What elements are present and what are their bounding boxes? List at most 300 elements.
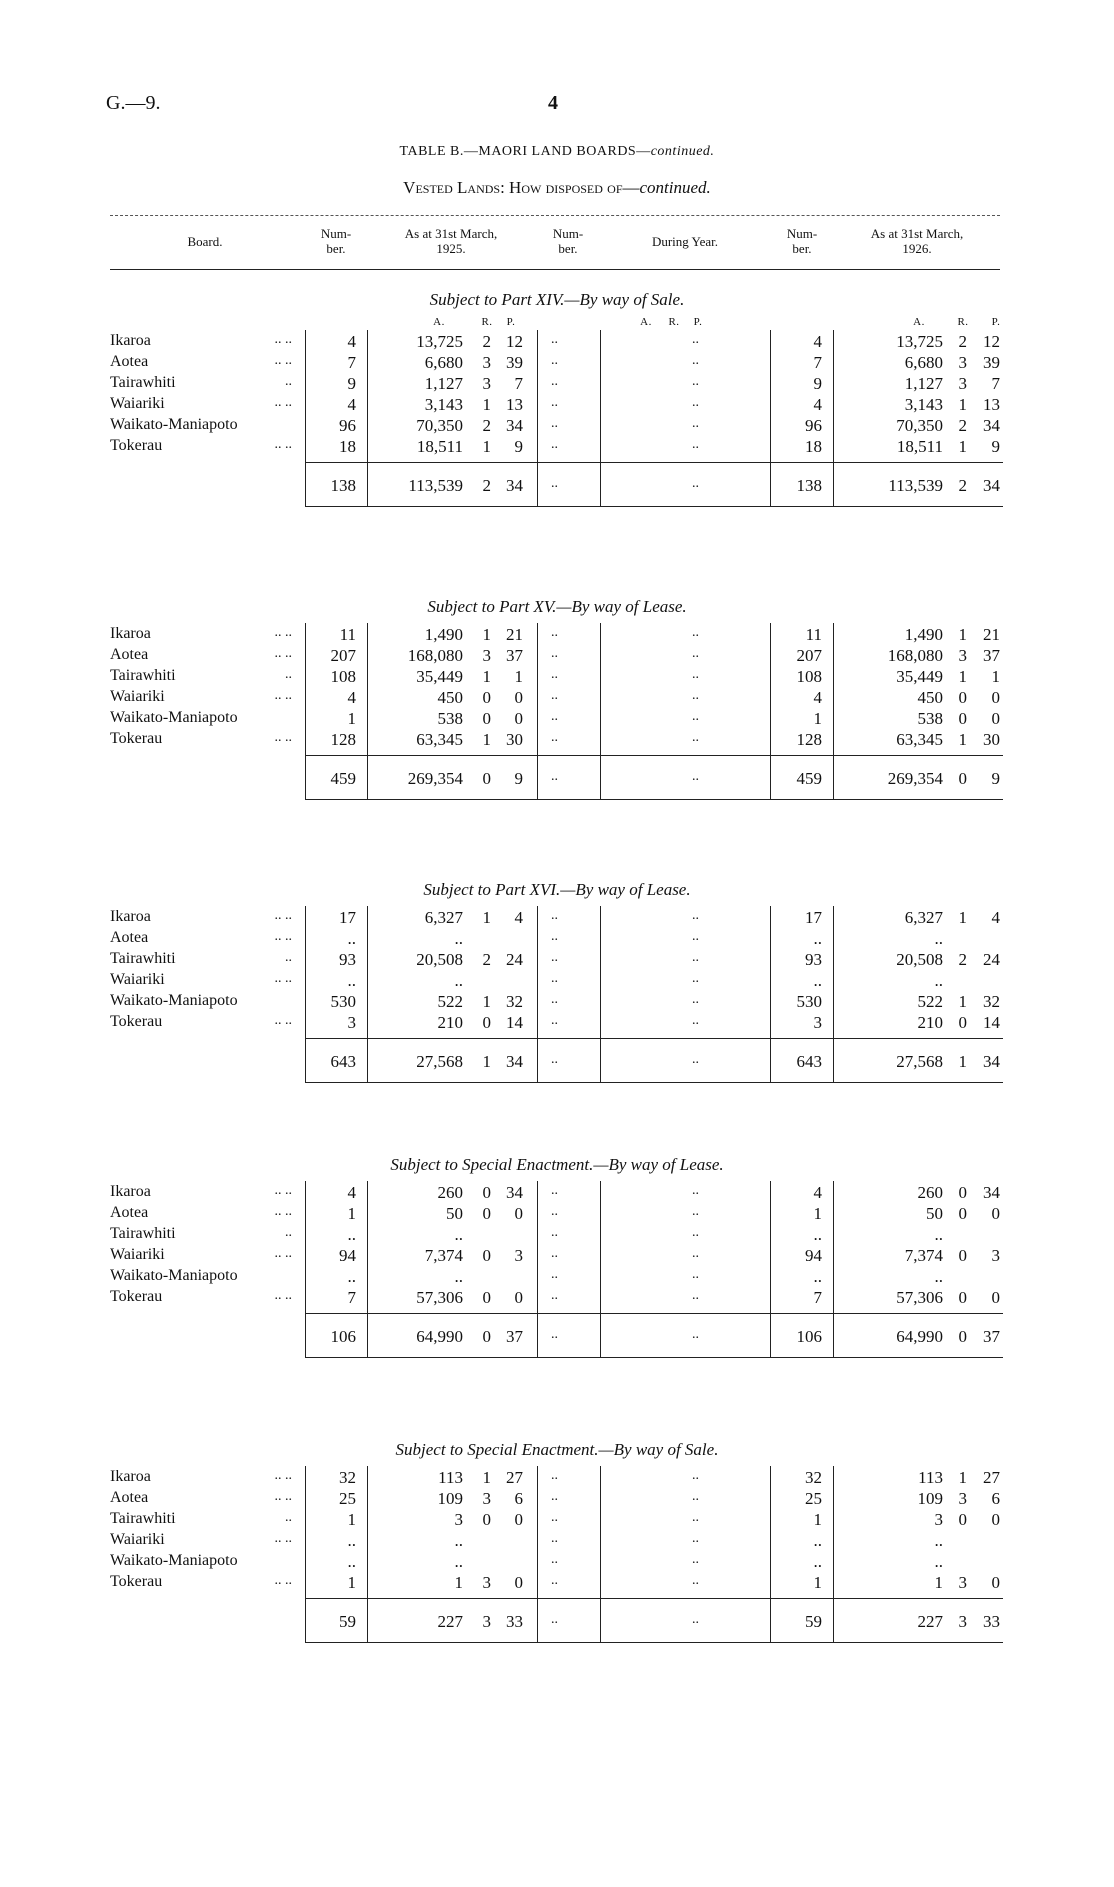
header-bottom-rule	[110, 269, 1000, 270]
roods-1926: 3	[958, 1573, 967, 1592]
roods-1926: 0	[958, 1246, 967, 1265]
board-leader-dots: .. ..	[274, 1531, 292, 1546]
roods-1925: 1	[482, 730, 491, 749]
col-header-as-at-1925: As at 31st March, 1925.	[404, 226, 498, 256]
perches-1926: 34	[983, 416, 1000, 435]
table-subtitle-suffix: continued.	[639, 178, 711, 197]
board-name: Tairawhiti	[110, 374, 176, 391]
during-number-empty: ..	[551, 929, 558, 944]
roods-1926: 1	[958, 667, 967, 686]
board-name: Tairawhiti	[110, 1225, 176, 1242]
total-during-number-empty: ..	[551, 1612, 558, 1627]
acres-1925: 57,306	[416, 1288, 463, 1307]
column-rule	[833, 623, 834, 799]
perches-1926: 14	[983, 1013, 1000, 1032]
col-header-board: Board.	[187, 234, 223, 249]
perches-1925: 13	[506, 395, 523, 414]
number-1925: 1	[347, 1573, 356, 1592]
unit-label: R.	[481, 316, 493, 328]
acres-1925: ..	[454, 1552, 463, 1571]
during-number-empty: ..	[551, 950, 558, 965]
perches-1925: 27	[506, 1468, 523, 1487]
board-name: Waiariki	[110, 395, 165, 412]
number-1926: 25	[805, 1489, 822, 1508]
number-1926: 7	[813, 353, 822, 372]
number-1926: 1	[813, 1510, 822, 1529]
roods-1926: 2	[958, 950, 967, 969]
board-name: Waikato-Maniapoto	[110, 1552, 238, 1569]
during-year-empty: ..	[692, 374, 699, 389]
number-1925: 17	[339, 908, 356, 927]
during-number-empty: ..	[551, 992, 558, 1007]
during-number-empty: ..	[551, 416, 558, 431]
roods-1925: 3	[482, 646, 491, 665]
perches-1926: 0	[991, 709, 1000, 728]
acres-1925: 6,327	[424, 908, 463, 927]
roods-1925: 1	[482, 1468, 491, 1487]
section-heading: Subject to Special Enactment.—By way of Lease.	[390, 1155, 724, 1174]
column-rule	[537, 1181, 538, 1357]
acres-1926: 6,327	[904, 908, 943, 927]
table-subtitle-main: Vested Lands: How disposed of—	[403, 178, 640, 197]
perches-1925: 24	[506, 950, 523, 969]
perches-1925: 34	[506, 416, 523, 435]
during-number-empty: ..	[551, 1246, 558, 1261]
total-roods-1926: 2	[958, 476, 967, 495]
number-1926: 207	[796, 646, 822, 665]
during-year-empty: ..	[692, 1510, 699, 1525]
acres-1925: 113	[438, 1468, 463, 1487]
total-number-1926: 459	[796, 769, 822, 788]
column-rule	[600, 1466, 601, 1642]
table-title	[0, 144, 1114, 160]
acres-1926: ..	[934, 1531, 943, 1550]
column-rule	[770, 1181, 771, 1357]
unit-label: A.	[913, 316, 925, 328]
during-number-empty: ..	[551, 332, 558, 347]
perches-1926: 4	[991, 908, 1000, 927]
roods-1926: 0	[958, 688, 967, 707]
number-1926: ..	[813, 1531, 822, 1550]
board-name: Waiariki	[110, 688, 165, 705]
roods-1926: 1	[958, 908, 967, 927]
number-1925: ..	[347, 1552, 356, 1571]
number-1925: 1	[347, 709, 356, 728]
during-year-empty: ..	[692, 1246, 699, 1261]
perches-1925: 3	[514, 1246, 523, 1265]
number-1925: 7	[347, 353, 356, 372]
acres-1925: 538	[437, 709, 463, 728]
number-1925: 1	[347, 1510, 356, 1529]
column-rule	[305, 1466, 306, 1642]
board-name: Ikaroa	[110, 1183, 151, 1200]
total-roods-1925: 2	[482, 476, 491, 495]
roods-1926: 2	[958, 416, 967, 435]
during-year-empty: ..	[692, 646, 699, 661]
total-acres-1925: 269,354	[407, 769, 463, 788]
roods-1926: 1	[958, 1468, 967, 1487]
during-number-empty: ..	[551, 709, 558, 724]
acres-1926: 538	[917, 709, 943, 728]
acres-1925: 450	[437, 688, 463, 707]
column-rule	[770, 1466, 771, 1642]
roods-1925: 1	[482, 395, 491, 414]
acres-1925: 210	[437, 1013, 463, 1032]
total-number-1925: 643	[330, 1052, 356, 1071]
roods-1925: 0	[482, 1183, 491, 1202]
acres-1925: 13,725	[416, 332, 463, 351]
board-leader-dots: .. ..	[274, 625, 292, 640]
roods-1926: 3	[958, 374, 967, 393]
perches-1925: 0	[514, 1204, 523, 1223]
roods-1925: 0	[482, 1510, 491, 1529]
column-rule	[537, 906, 538, 1082]
board-name: Aotea	[110, 1204, 149, 1221]
total-number-1926: 106	[796, 1327, 822, 1346]
section-bottom-rule	[305, 506, 1003, 507]
acres-1926: 3	[934, 1510, 943, 1529]
number-1926: ..	[813, 929, 822, 948]
page-code: G.—9.	[106, 92, 161, 114]
total-rule	[305, 1598, 1003, 1599]
total-acres-1925: 227	[437, 1612, 463, 1631]
board-leader-dots: .. ..	[274, 1013, 292, 1028]
total-acres-1926: 227	[917, 1612, 943, 1631]
number-1925: 9	[347, 374, 356, 393]
col-header-number-1925: Num- ber.	[320, 226, 352, 256]
number-1926: ..	[813, 1552, 822, 1571]
total-number-1926: 59	[805, 1612, 822, 1631]
roods-1926: 3	[958, 1489, 967, 1508]
during-number-empty: ..	[551, 1510, 558, 1525]
board-name: Tokerau	[110, 1013, 163, 1030]
total-during-number-empty: ..	[551, 476, 558, 491]
number-1925: ..	[347, 1267, 356, 1286]
roods-1925: 2	[482, 416, 491, 435]
section-bottom-rule	[305, 1642, 1003, 1643]
total-perches-1926: 34	[983, 1052, 1000, 1071]
perches-1926: 0	[991, 1204, 1000, 1223]
perches-1926: 13	[983, 395, 1000, 414]
roods-1926: 3	[958, 353, 967, 372]
perches-1926: 12	[983, 332, 1000, 351]
acres-1925: 18,511	[416, 437, 463, 456]
acres-1925: ..	[454, 929, 463, 948]
acres-1926: 70,350	[896, 416, 943, 435]
during-number-empty: ..	[551, 1468, 558, 1483]
board-leader-dots: .. ..	[274, 1246, 292, 1261]
section-heading: Subject to Special Enactment.—By way of Sale.	[395, 1440, 719, 1459]
board-name: Waikato-Maniapoto	[110, 416, 238, 433]
board-leader-dots: ..	[285, 667, 292, 682]
total-acres-1926: 64,990	[896, 1327, 943, 1346]
roods-1925: 0	[482, 1246, 491, 1265]
unit-label: A.	[433, 316, 445, 328]
col-header-as-at-1926: As at 31st March, 1926.	[870, 226, 964, 256]
roods-1926: 0	[958, 709, 967, 728]
board-leader-dots: .. ..	[274, 437, 292, 452]
acres-1926: 168,080	[887, 646, 943, 665]
number-1926: 1	[813, 709, 822, 728]
unit-label: P.	[991, 316, 1001, 328]
number-1926: 32	[805, 1468, 822, 1487]
acres-1925: 1	[454, 1573, 463, 1592]
number-1925: ..	[347, 1225, 356, 1244]
board-name: Ikaroa	[110, 908, 151, 925]
number-1926: 9	[813, 374, 822, 393]
number-1925: 7	[347, 1288, 356, 1307]
acres-1926: 450	[917, 688, 943, 707]
unit-label: P.	[693, 316, 703, 328]
column-rule	[367, 330, 368, 506]
during-number-empty: ..	[551, 1489, 558, 1504]
board-leader-dots: .. ..	[274, 908, 292, 923]
board-name: Aotea	[110, 929, 149, 946]
total-perches-1926: 9	[991, 769, 1000, 788]
acres-1926: 57,306	[896, 1288, 943, 1307]
number-1926: 3	[813, 1013, 822, 1032]
section-bottom-rule	[305, 1357, 1003, 1358]
during-year-empty: ..	[692, 416, 699, 431]
board-name: Aotea	[110, 646, 149, 663]
number-1925: 108	[330, 667, 356, 686]
during-year-empty: ..	[692, 1183, 699, 1198]
board-name: Aotea	[110, 353, 149, 370]
during-number-empty: ..	[551, 1288, 558, 1303]
section-bottom-rule	[305, 799, 1003, 800]
number-1925: ..	[347, 1531, 356, 1550]
acres-1926: 260	[917, 1183, 943, 1202]
total-roods-1926: 1	[958, 1052, 967, 1071]
col-header-during-year: During Year.	[651, 234, 719, 249]
board-name: Waiariki	[110, 1531, 165, 1548]
column-rule	[600, 906, 601, 1082]
acres-1926: 7,374	[904, 1246, 943, 1265]
number-1926: 93	[805, 950, 822, 969]
perches-1925: 9	[514, 437, 523, 456]
total-rule	[305, 755, 1003, 756]
acres-1925: 1,127	[424, 374, 463, 393]
number-1925: 11	[339, 625, 356, 644]
perches-1926: 9	[991, 437, 1000, 456]
perches-1926: 34	[983, 1183, 1000, 1202]
during-year-empty: ..	[692, 971, 699, 986]
roods-1926: 0	[958, 1510, 967, 1529]
board-name: Waikato-Maniapoto	[110, 709, 238, 726]
during-year-empty: ..	[692, 688, 699, 703]
total-rule	[305, 462, 1003, 463]
during-year-empty: ..	[692, 1288, 699, 1303]
roods-1925: 3	[482, 353, 491, 372]
board-leader-dots: .. ..	[274, 971, 292, 986]
total-roods-1926: 0	[958, 1327, 967, 1346]
perches-1925: 39	[506, 353, 523, 372]
acres-1925: 260	[437, 1183, 463, 1202]
acres-1925: ..	[454, 971, 463, 990]
col-header-number-1926: Num- ber.	[786, 226, 818, 256]
unit-label: R.	[957, 316, 969, 328]
during-year-empty: ..	[692, 1204, 699, 1219]
board-leader-dots: .. ..	[274, 332, 292, 347]
total-roods-1925: 1	[482, 1052, 491, 1071]
roods-1925: 1	[482, 992, 491, 1011]
during-number-empty: ..	[551, 1573, 558, 1588]
number-1926: 1	[813, 1573, 822, 1592]
acres-1925: 3,143	[424, 395, 463, 414]
number-1925: 93	[339, 950, 356, 969]
during-year-empty: ..	[692, 1468, 699, 1483]
roods-1925: 0	[482, 688, 491, 707]
during-year-empty: ..	[692, 332, 699, 347]
number-1925: 3	[347, 1013, 356, 1032]
acres-1926: 109	[917, 1489, 943, 1508]
total-roods-1925: 0	[482, 769, 491, 788]
perches-1926: 39	[983, 353, 1000, 372]
board-name: Tokerau	[110, 1573, 163, 1590]
number-1926: 4	[813, 1183, 822, 1202]
during-year-empty: ..	[692, 1267, 699, 1282]
board-leader-dots: ..	[285, 1225, 292, 1240]
total-roods-1926: 3	[958, 1612, 967, 1631]
number-1926: 530	[796, 992, 822, 1011]
during-year-empty: ..	[692, 353, 699, 368]
roods-1925: 1	[482, 908, 491, 927]
perches-1926: 21	[983, 625, 1000, 644]
during-number-empty: ..	[551, 1552, 558, 1567]
during-year-empty: ..	[692, 395, 699, 410]
during-number-empty: ..	[551, 1531, 558, 1546]
unit-label: A.	[640, 316, 652, 328]
board-name: Tairawhiti	[110, 1510, 176, 1527]
board-name: Aotea	[110, 1489, 149, 1506]
perches-1926: 0	[991, 688, 1000, 707]
during-year-empty: ..	[692, 950, 699, 965]
perches-1925: 4	[514, 908, 523, 927]
total-during-number-empty: ..	[551, 769, 558, 784]
during-number-empty: ..	[551, 667, 558, 682]
roods-1925: 3	[482, 1573, 491, 1592]
total-perches-1925: 33	[506, 1612, 523, 1631]
acres-1925: 63,345	[416, 730, 463, 749]
board-leader-dots: .. ..	[274, 1288, 292, 1303]
column-rule	[770, 906, 771, 1082]
number-1925: 530	[330, 992, 356, 1011]
column-rule	[600, 623, 601, 799]
total-rule	[305, 1038, 1003, 1039]
acres-1926: 1,490	[904, 625, 943, 644]
number-1926: 4	[813, 688, 822, 707]
roods-1925: 1	[482, 437, 491, 456]
during-year-empty: ..	[692, 1573, 699, 1588]
roods-1926: 2	[958, 332, 967, 351]
number-1925: 18	[339, 437, 356, 456]
acres-1926: 50	[926, 1204, 943, 1223]
roods-1926: 0	[958, 1288, 967, 1307]
column-rule	[600, 1181, 601, 1357]
perches-1925: 7	[514, 374, 523, 393]
number-1925: 96	[339, 416, 356, 435]
acres-1925: 7,374	[424, 1246, 463, 1265]
board-name: Tokerau	[110, 437, 163, 454]
during-number-empty: ..	[551, 353, 558, 368]
number-1926: 17	[805, 908, 822, 927]
number-1925: 4	[347, 1183, 356, 1202]
board-leader-dots: .. ..	[274, 688, 292, 703]
perches-1925: 14	[506, 1013, 523, 1032]
total-perches-1926: 33	[983, 1612, 1000, 1631]
total-perches-1926: 37	[983, 1327, 1000, 1346]
roods-1925: 0	[482, 1204, 491, 1223]
total-roods-1926: 0	[958, 769, 967, 788]
board-name: Tokerau	[110, 1288, 163, 1305]
perches-1926: 27	[983, 1468, 1000, 1487]
total-number-1926: 138	[796, 476, 822, 495]
board-leader-dots: .. ..	[274, 395, 292, 410]
during-year-empty: ..	[692, 908, 699, 923]
board-leader-dots: .. ..	[274, 1204, 292, 1219]
acres-1925: ..	[454, 1267, 463, 1286]
roods-1925: 3	[482, 374, 491, 393]
perches-1926: 30	[983, 730, 1000, 749]
total-during-number-empty: ..	[551, 1052, 558, 1067]
number-1925: 207	[330, 646, 356, 665]
total-acres-1925: 64,990	[416, 1327, 463, 1346]
total-number-1925: 459	[330, 769, 356, 788]
total-during-year-empty: ..	[692, 1612, 699, 1627]
column-rule	[367, 623, 368, 799]
acres-1926: ..	[934, 971, 943, 990]
total-during-year-empty: ..	[692, 1052, 699, 1067]
roods-1926: 3	[958, 646, 967, 665]
board-leader-dots: .. ..	[274, 646, 292, 661]
perches-1925: 0	[514, 1288, 523, 1307]
roods-1926: 1	[958, 730, 967, 749]
perches-1926: 7	[991, 374, 1000, 393]
number-1926: 4	[813, 332, 822, 351]
column-rule	[770, 623, 771, 799]
roods-1925: 1	[482, 667, 491, 686]
roods-1926: 0	[958, 1204, 967, 1223]
perches-1926: 0	[991, 1573, 1000, 1592]
perches-1925: 0	[514, 688, 523, 707]
column-rule	[537, 330, 538, 506]
total-perches-1925: 34	[506, 476, 523, 495]
total-perches-1926: 34	[983, 476, 1000, 495]
column-rule	[833, 1466, 834, 1642]
acres-1926: 18,511	[896, 437, 943, 456]
acres-1926: 20,508	[896, 950, 943, 969]
page-number: 4	[548, 92, 558, 114]
roods-1926: 0	[958, 1013, 967, 1032]
roods-1925: 0	[482, 1288, 491, 1307]
board-leader-dots: .. ..	[274, 1468, 292, 1483]
perches-1925: 30	[506, 730, 523, 749]
total-number-1925: 106	[330, 1327, 356, 1346]
perches-1926: 32	[983, 992, 1000, 1011]
during-year-empty: ..	[692, 625, 699, 640]
total-acres-1926: 27,568	[896, 1052, 943, 1071]
acres-1926: ..	[934, 1225, 943, 1244]
acres-1925: ..	[454, 1531, 463, 1550]
perches-1925: 32	[506, 992, 523, 1011]
perches-1926: 1	[991, 667, 1000, 686]
column-rule	[305, 330, 306, 506]
acres-1926: 113	[918, 1468, 943, 1487]
number-1925: 32	[339, 1468, 356, 1487]
number-1925: 4	[347, 332, 356, 351]
board-leader-dots: .. ..	[274, 730, 292, 745]
roods-1925: 3	[482, 1489, 491, 1508]
